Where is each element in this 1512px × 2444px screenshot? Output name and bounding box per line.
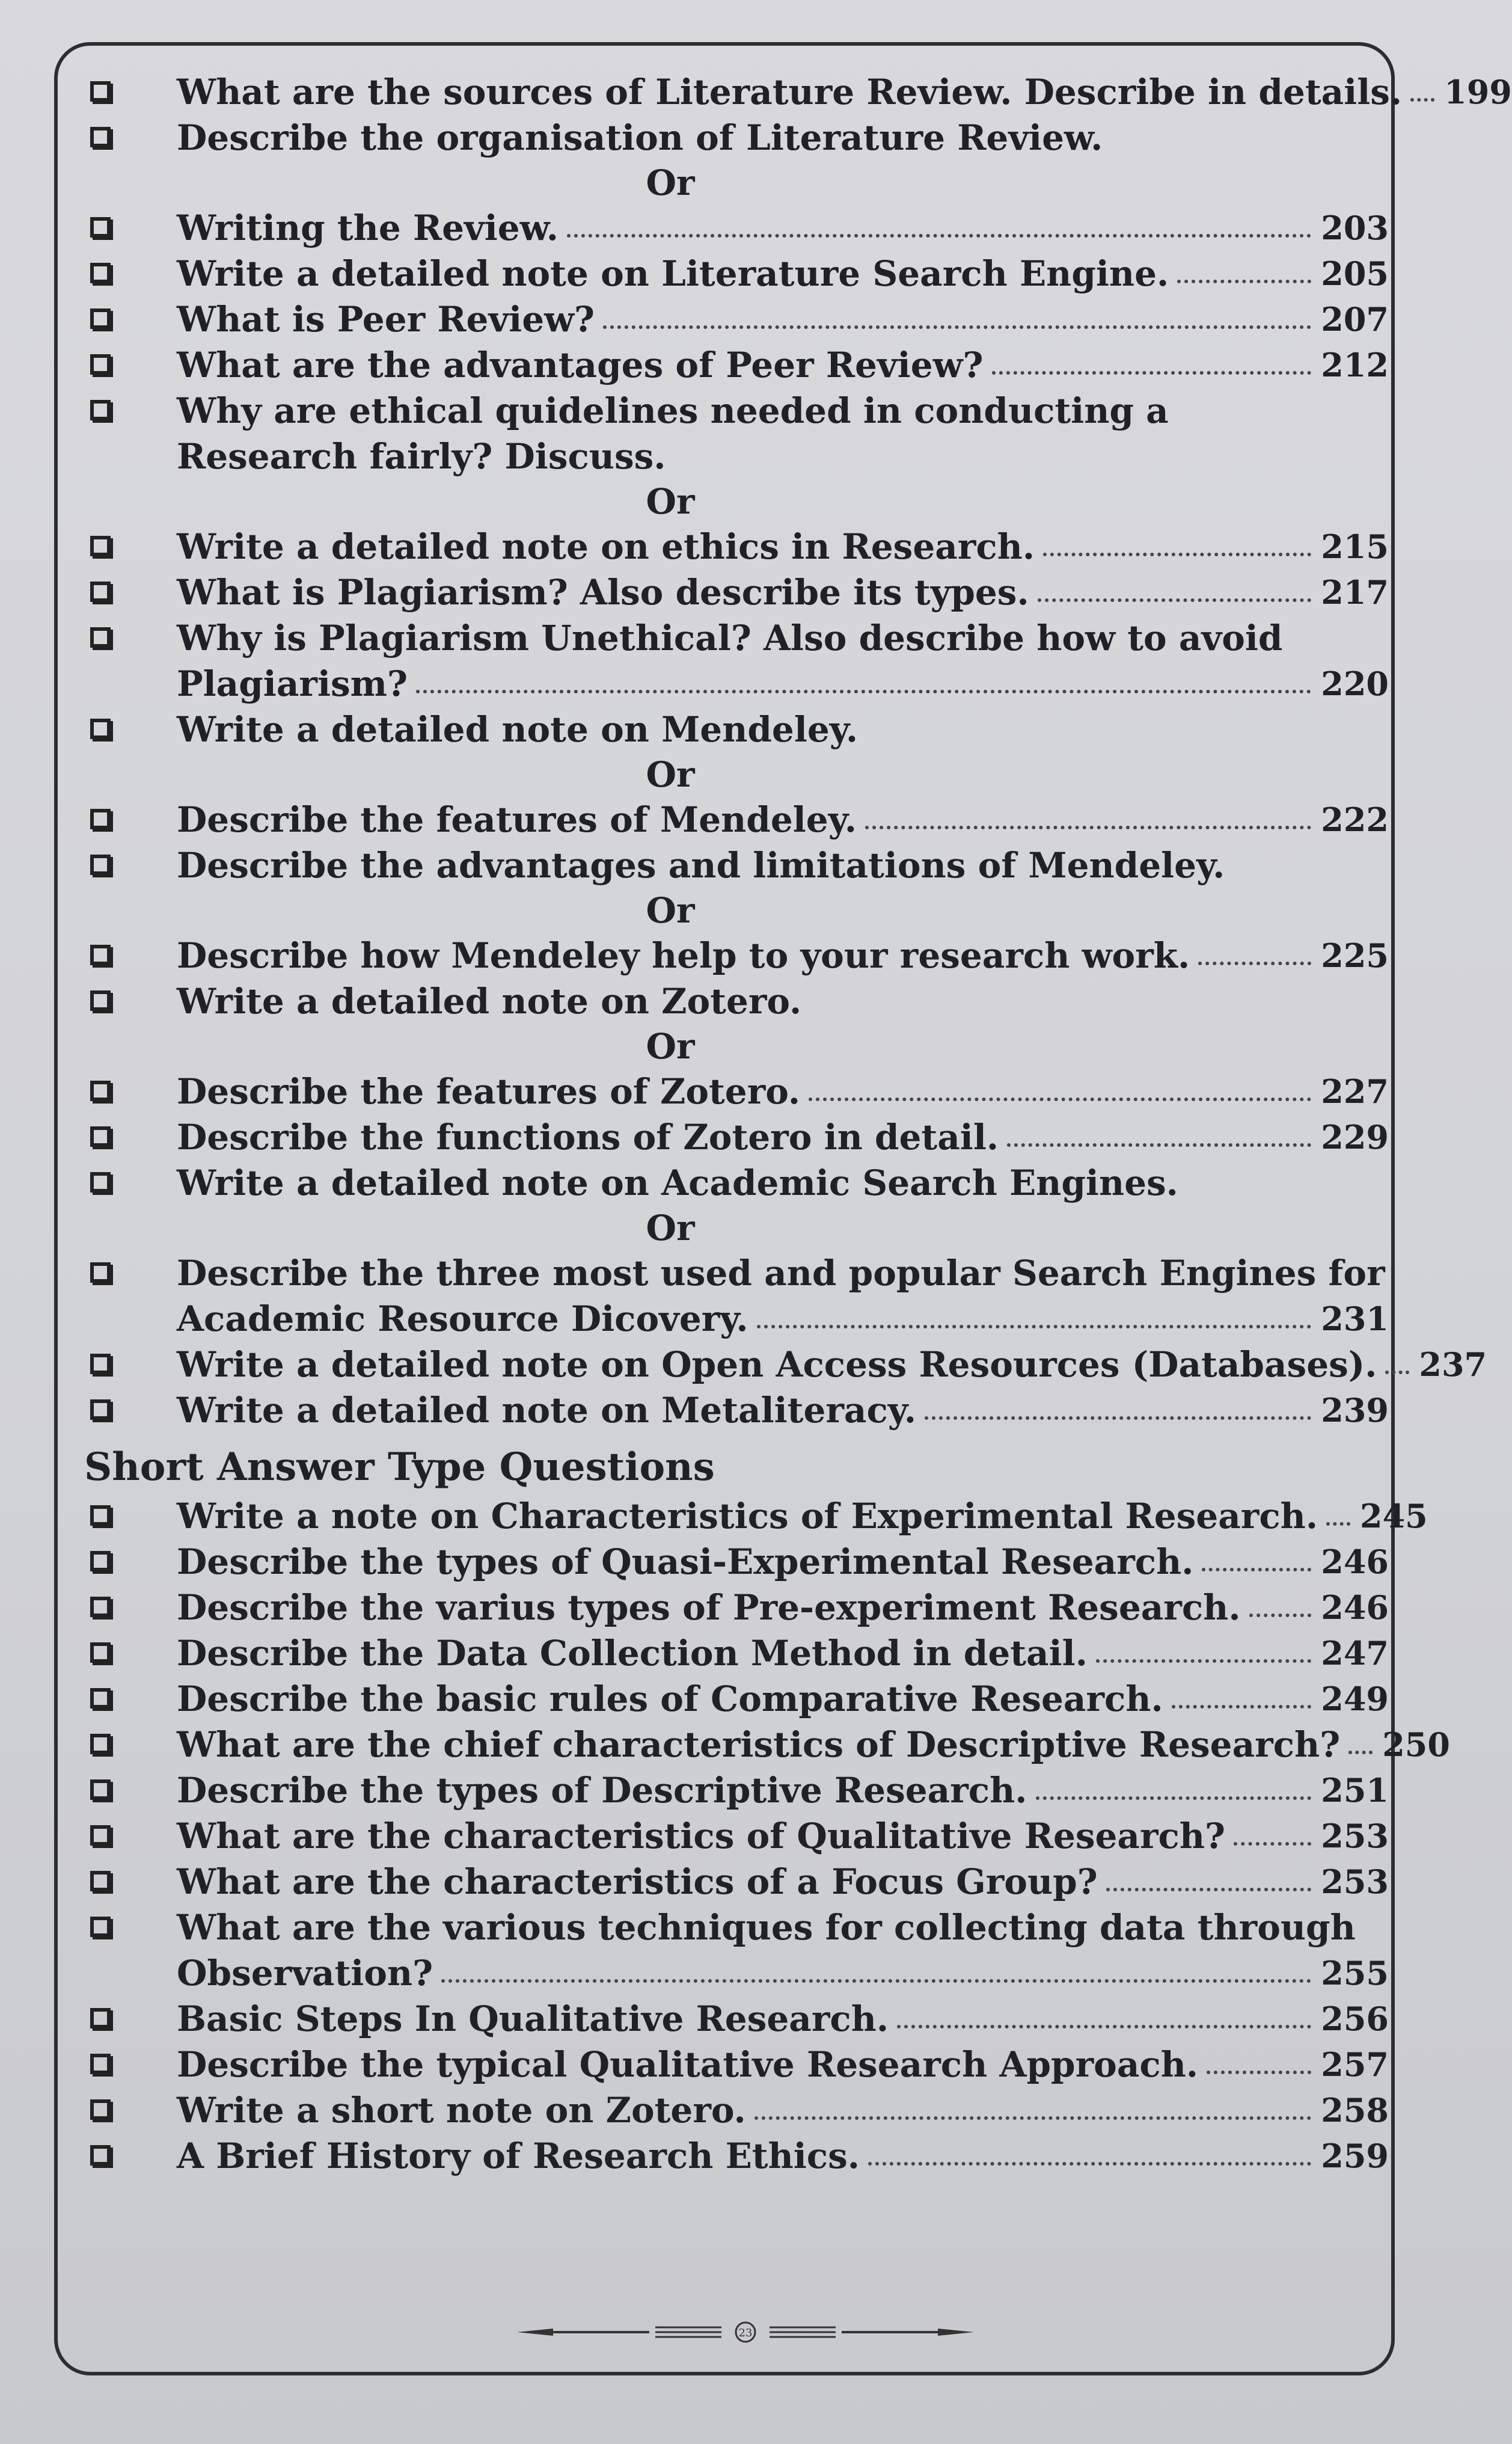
or-separator: Or <box>646 1026 695 1067</box>
page-number: 231 <box>1321 1300 1389 1338</box>
page-number: 246 <box>1321 1543 1389 1581</box>
checkbox-icon <box>90 1399 111 1420</box>
leader-dots <box>992 371 1312 375</box>
checkbox-icon <box>90 2145 111 2166</box>
page-number: 255 <box>1321 1954 1389 1992</box>
leader-dots <box>925 1416 1311 1420</box>
checkbox-icon <box>90 1779 111 1800</box>
contents-entry <box>90 1767 1389 1813</box>
leader-dots <box>416 690 1311 693</box>
page-number: 253 <box>1321 1862 1389 1901</box>
leader-dots <box>1410 98 1434 102</box>
contents-entry <box>90 296 1389 342</box>
entry-text: Research fairly? Discuss. <box>177 436 666 477</box>
page-number: 246 <box>1321 1588 1389 1627</box>
checkbox-icon <box>90 2054 111 2074</box>
leader-dots <box>1207 2071 1311 2074</box>
entry-text: Describe the functions of Zotero in detail. <box>177 1117 999 1158</box>
leader-dots <box>1172 1705 1312 1709</box>
entry-text: Describe the three most used and popular Search Engines for <box>177 1253 1385 1294</box>
entry-text: Academic Resource Dicovery. <box>177 1298 748 1339</box>
page-number: 215 <box>1321 527 1389 566</box>
leader-dots <box>1385 1371 1409 1374</box>
page-number: 259 <box>1321 2137 1389 2175</box>
checkbox-icon <box>90 2099 111 2120</box>
checkbox-icon <box>90 1354 111 1374</box>
footer-page-number: 23 <box>738 2327 753 2339</box>
entry-text: What is Peer Review? <box>177 299 595 340</box>
entry-text: Describe the Data Collection Method in detail. <box>177 1633 1088 1674</box>
page-number: 247 <box>1321 1634 1389 1672</box>
page-number: 227 <box>1321 1072 1389 1111</box>
contents-entry <box>90 342 1389 388</box>
entry-text: What are the characteristics of Qualitative Research? <box>177 1816 1226 1856</box>
leader-dots <box>567 234 1311 238</box>
contents-entry <box>90 933 1389 978</box>
leader-dots <box>1348 1751 1373 1754</box>
entry-text: Plagiarism? <box>177 663 408 704</box>
entry-text: Write a detailed note on Mendeley. <box>177 709 859 750</box>
leader-dots <box>757 1325 1312 1328</box>
or-separator: Or <box>646 890 695 931</box>
leader-dots <box>1202 1568 1311 1571</box>
checkbox-icon <box>90 1126 111 1147</box>
contents-entry <box>90 1160 1389 1206</box>
contents-entry <box>90 1493 1428 1539</box>
checkbox-icon <box>90 719 111 739</box>
entry-text: What is Plagiarism? Also describe its types. <box>177 572 1029 613</box>
leader-dots <box>1096 1659 1311 1663</box>
checkbox-icon <box>90 582 111 602</box>
or-separator: Or <box>646 481 695 522</box>
checkbox-icon <box>90 855 111 875</box>
entry-text: Describe the advantages and limitations of Mendeley. <box>177 845 1225 886</box>
leader-dots <box>868 2162 1311 2166</box>
entry-text: Write a detailed note on Academic Search Engines. <box>177 1162 1178 1203</box>
entry-text: What are the various techniques for collecting data through <box>177 1907 1356 1948</box>
contents-entry <box>90 615 1389 707</box>
contents-entry <box>90 2133 1389 2179</box>
entry-text: Write a detailed note on ethics in Research. <box>177 526 1035 567</box>
entry-text: Why is Plagiarism Unethical? Also describe how to avoid <box>177 618 1283 659</box>
checkbox-icon <box>90 1262 111 1283</box>
page-number: 205 <box>1321 254 1389 293</box>
checkbox-icon <box>90 81 111 102</box>
page-number: 251 <box>1321 1771 1389 1810</box>
page-number: 258 <box>1321 2091 1389 2129</box>
contents-entry <box>90 524 1389 570</box>
leader-dots <box>865 826 1311 829</box>
short-answer-list <box>90 1493 1450 2179</box>
leader-dots <box>1177 280 1311 283</box>
entry-text: Writing the Review. <box>177 207 559 248</box>
checkbox-icon <box>90 1551 111 1571</box>
page-number: 222 <box>1321 800 1389 839</box>
long-answer-list <box>90 69 1512 1433</box>
entry-text: Describe the types of Quasi-Experimental Research. <box>177 1541 1194 1582</box>
checkbox-icon <box>90 1825 111 1846</box>
page-number: 225 <box>1321 936 1389 975</box>
contents-entry <box>90 1813 1389 1859</box>
checkbox-icon <box>90 945 111 965</box>
entry-text: Describe the organisation of Literature Review. <box>177 117 1103 158</box>
page-number: 220 <box>1321 665 1389 703</box>
contents-entry <box>90 797 1389 843</box>
page-number: 245 <box>1360 1497 1428 1535</box>
entry-text: Describe the typical Qualitative Research Approach. <box>177 2044 1199 2085</box>
entry-text: Describe the basic rules of Comparative Research. <box>177 1678 1163 1719</box>
entry-text: Basic Steps In Qualitative Research. <box>177 1998 889 2039</box>
contents-entry <box>90 1722 1450 1767</box>
page-number: 257 <box>1321 2045 1389 2084</box>
leader-dots <box>1234 1842 1311 1846</box>
entry-text: Why are ethical quidelines needed in conducting a <box>177 390 1169 431</box>
leader-dots <box>603 325 1311 329</box>
checkbox-icon <box>90 1871 111 1891</box>
contents-entry <box>90 2042 1389 2087</box>
entry-text: A Brief History of Research Ethics. <box>177 2135 860 2176</box>
contents-entry <box>90 978 1389 1024</box>
contents-entry <box>90 1387 1389 1433</box>
entry-text: Describe the features of Zotero. <box>177 1071 801 1112</box>
contents-entry <box>90 1250 1389 1342</box>
entry-text: Describe the types of Descriptive Research. <box>177 1770 1027 1811</box>
leader-dots <box>1007 1143 1311 1147</box>
contents-entry <box>90 115 1389 161</box>
entry-text: What are the chief characteristics of Descriptive Research? <box>177 1724 1341 1765</box>
entry-text: What are the sources of Literature Review. Describe in details. <box>177 72 1403 112</box>
contents-entry <box>90 707 1389 752</box>
contents-entry <box>90 1585 1389 1630</box>
checkbox-icon <box>90 536 111 556</box>
leader-dots <box>897 2025 1311 2028</box>
leader-dots <box>1106 1888 1312 1891</box>
contents-entry <box>90 205 1389 251</box>
leader-dots <box>1198 962 1311 965</box>
entry-text: Describe how Mendeley help to your research work. <box>177 935 1190 976</box>
leader-dots <box>754 2116 1312 2120</box>
entry-text: Write a detailed note on Open Access Resources (Databases). <box>177 1344 1377 1385</box>
checkbox-icon <box>90 2008 111 2028</box>
page-number: 239 <box>1321 1391 1389 1429</box>
checkbox-icon <box>90 809 111 829</box>
checkbox-icon <box>90 627 111 648</box>
checkbox-icon <box>90 1081 111 1101</box>
contents-entry <box>90 388 1389 479</box>
contents-entry <box>90 251 1389 296</box>
checkbox-icon <box>90 1172 111 1193</box>
entry-text: Describe the varius types of Pre-experiment Research. <box>177 1587 1241 1628</box>
page-number: 256 <box>1321 2000 1389 2038</box>
entry-text: Write a detailed note on Zotero. <box>177 981 802 1022</box>
entry-text: What are the characteristics of a Focus Group? <box>177 1861 1098 1902</box>
checkbox-icon <box>90 217 111 238</box>
section-heading: Short Answer Type Questions <box>84 1445 715 1490</box>
leader-dots <box>809 1098 1311 1101</box>
leader-dots <box>1038 598 1312 602</box>
or-separator: Or <box>646 754 695 795</box>
contents-entry <box>90 1996 1389 2042</box>
contents-entry <box>90 1114 1389 1160</box>
checkbox-icon <box>90 1688 111 1709</box>
contents-entry <box>90 1539 1389 1585</box>
contents-entry <box>90 570 1389 615</box>
entry-text: Observation? <box>177 1953 433 1994</box>
contents-entry <box>90 1859 1389 1905</box>
checkbox-icon <box>90 1917 111 1937</box>
page-number: 203 <box>1321 209 1389 247</box>
entry-text: Write a detailed note on Literature Search Engine. <box>177 253 1169 294</box>
or-separator: Or <box>646 162 695 203</box>
contents-entry <box>90 1069 1389 1114</box>
entry-text: Write a detailed note on Metaliteracy. <box>177 1390 917 1431</box>
checkbox-icon <box>90 354 111 375</box>
contents-entry <box>90 1630 1389 1676</box>
contents-entry <box>90 1905 1389 1996</box>
checkbox-icon <box>90 990 111 1011</box>
checkbox-icon <box>90 1505 111 1526</box>
entry-text: Write a short note on Zotero. <box>177 2090 746 2131</box>
entry-text: Describe the features of Mendeley. <box>177 799 857 840</box>
leader-dots <box>441 1979 1311 1983</box>
contents-entry <box>90 843 1389 888</box>
or-separator: Or <box>646 1208 695 1248</box>
contents-entry <box>90 1342 1487 1387</box>
page-number: 229 <box>1321 1118 1389 1156</box>
contents-entry <box>90 69 1512 115</box>
leader-dots <box>1036 1796 1312 1800</box>
checkbox-icon <box>90 127 111 147</box>
page-number: 217 <box>1321 573 1389 612</box>
page-number: 212 <box>1321 346 1389 384</box>
checkbox-icon <box>90 309 111 329</box>
page-number: 250 <box>1382 1725 1450 1764</box>
leader-dots <box>1249 1613 1312 1617</box>
checkbox-icon <box>90 263 111 283</box>
leader-dots <box>1043 553 1311 556</box>
checkbox-icon <box>90 1597 111 1617</box>
entry-text: Write a note on Characteristics of Experimental Research. <box>177 1496 1318 1537</box>
footer-ornament <box>517 2320 974 2344</box>
page-number: 207 <box>1321 300 1389 339</box>
page-number: 237 <box>1419 1345 1487 1384</box>
leader-dots <box>1326 1522 1350 1526</box>
checkbox-icon <box>90 1642 111 1663</box>
contents-list <box>84 69 1512 2179</box>
page-number: 199 <box>1444 73 1512 111</box>
page-number: 249 <box>1321 1680 1389 1718</box>
contents-entry <box>90 2087 1389 2133</box>
checkbox-icon <box>90 400 111 420</box>
contents-entry <box>90 1676 1389 1722</box>
page-number: 253 <box>1321 1817 1389 1855</box>
entry-text: What are the advantages of Peer Review? <box>177 345 984 385</box>
checkbox-icon <box>90 1734 111 1754</box>
